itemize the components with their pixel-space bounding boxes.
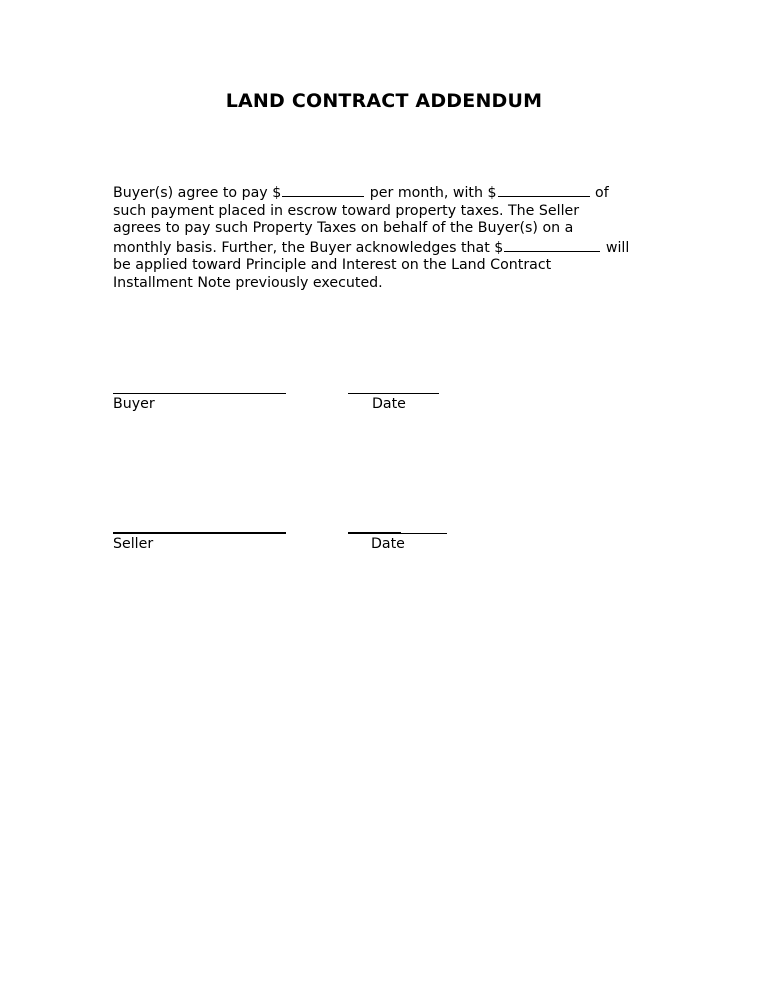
body-text-fragment: monthly basis. Further, the Buyer acknowledges that $ [113, 239, 504, 256]
monthly-payment-blank[interactable] [282, 183, 364, 197]
buyer-label: Buyer [113, 396, 155, 412]
buyer-date-label: Date [372, 396, 406, 412]
body-line-6: Installment Note previously executed. [113, 274, 383, 291]
escrow-amount-blank[interactable] [498, 183, 590, 197]
buyer-signature-line[interactable] [113, 393, 286, 394]
body-text-fragment: per month, with $ [365, 185, 497, 201]
seller-signature-line[interactable] [113, 532, 286, 534]
principal-interest-blank[interactable] [504, 238, 600, 252]
body-line-4 [113, 238, 673, 258]
addendum-body [113, 183, 673, 293]
body-line-3: agrees to pay such Property Taxes on behalf of the Buyer(s) on a [113, 220, 574, 237]
seller-label: Seller [113, 536, 154, 552]
body-line-2: such payment placed in escrow toward property taxes. The Seller [113, 202, 580, 219]
body-text-fragment: Buyer(s) agree to pay $ [113, 185, 282, 201]
body-line-5: be applied toward Principle and Interest on the Land Contract [113, 257, 552, 274]
buyer-date-line[interactable] [348, 393, 439, 394]
seller-date-label: Date [371, 536, 405, 552]
body-line-1 [113, 183, 673, 203]
seller-date-line-extension[interactable] [401, 533, 447, 534]
body-text-fragment: will [601, 239, 630, 256]
document-title: LAND CONTRACT ADDENDUM [225, 90, 543, 112]
body-text-fragment: of [590, 185, 609, 201]
seller-date-line[interactable] [348, 532, 401, 534]
